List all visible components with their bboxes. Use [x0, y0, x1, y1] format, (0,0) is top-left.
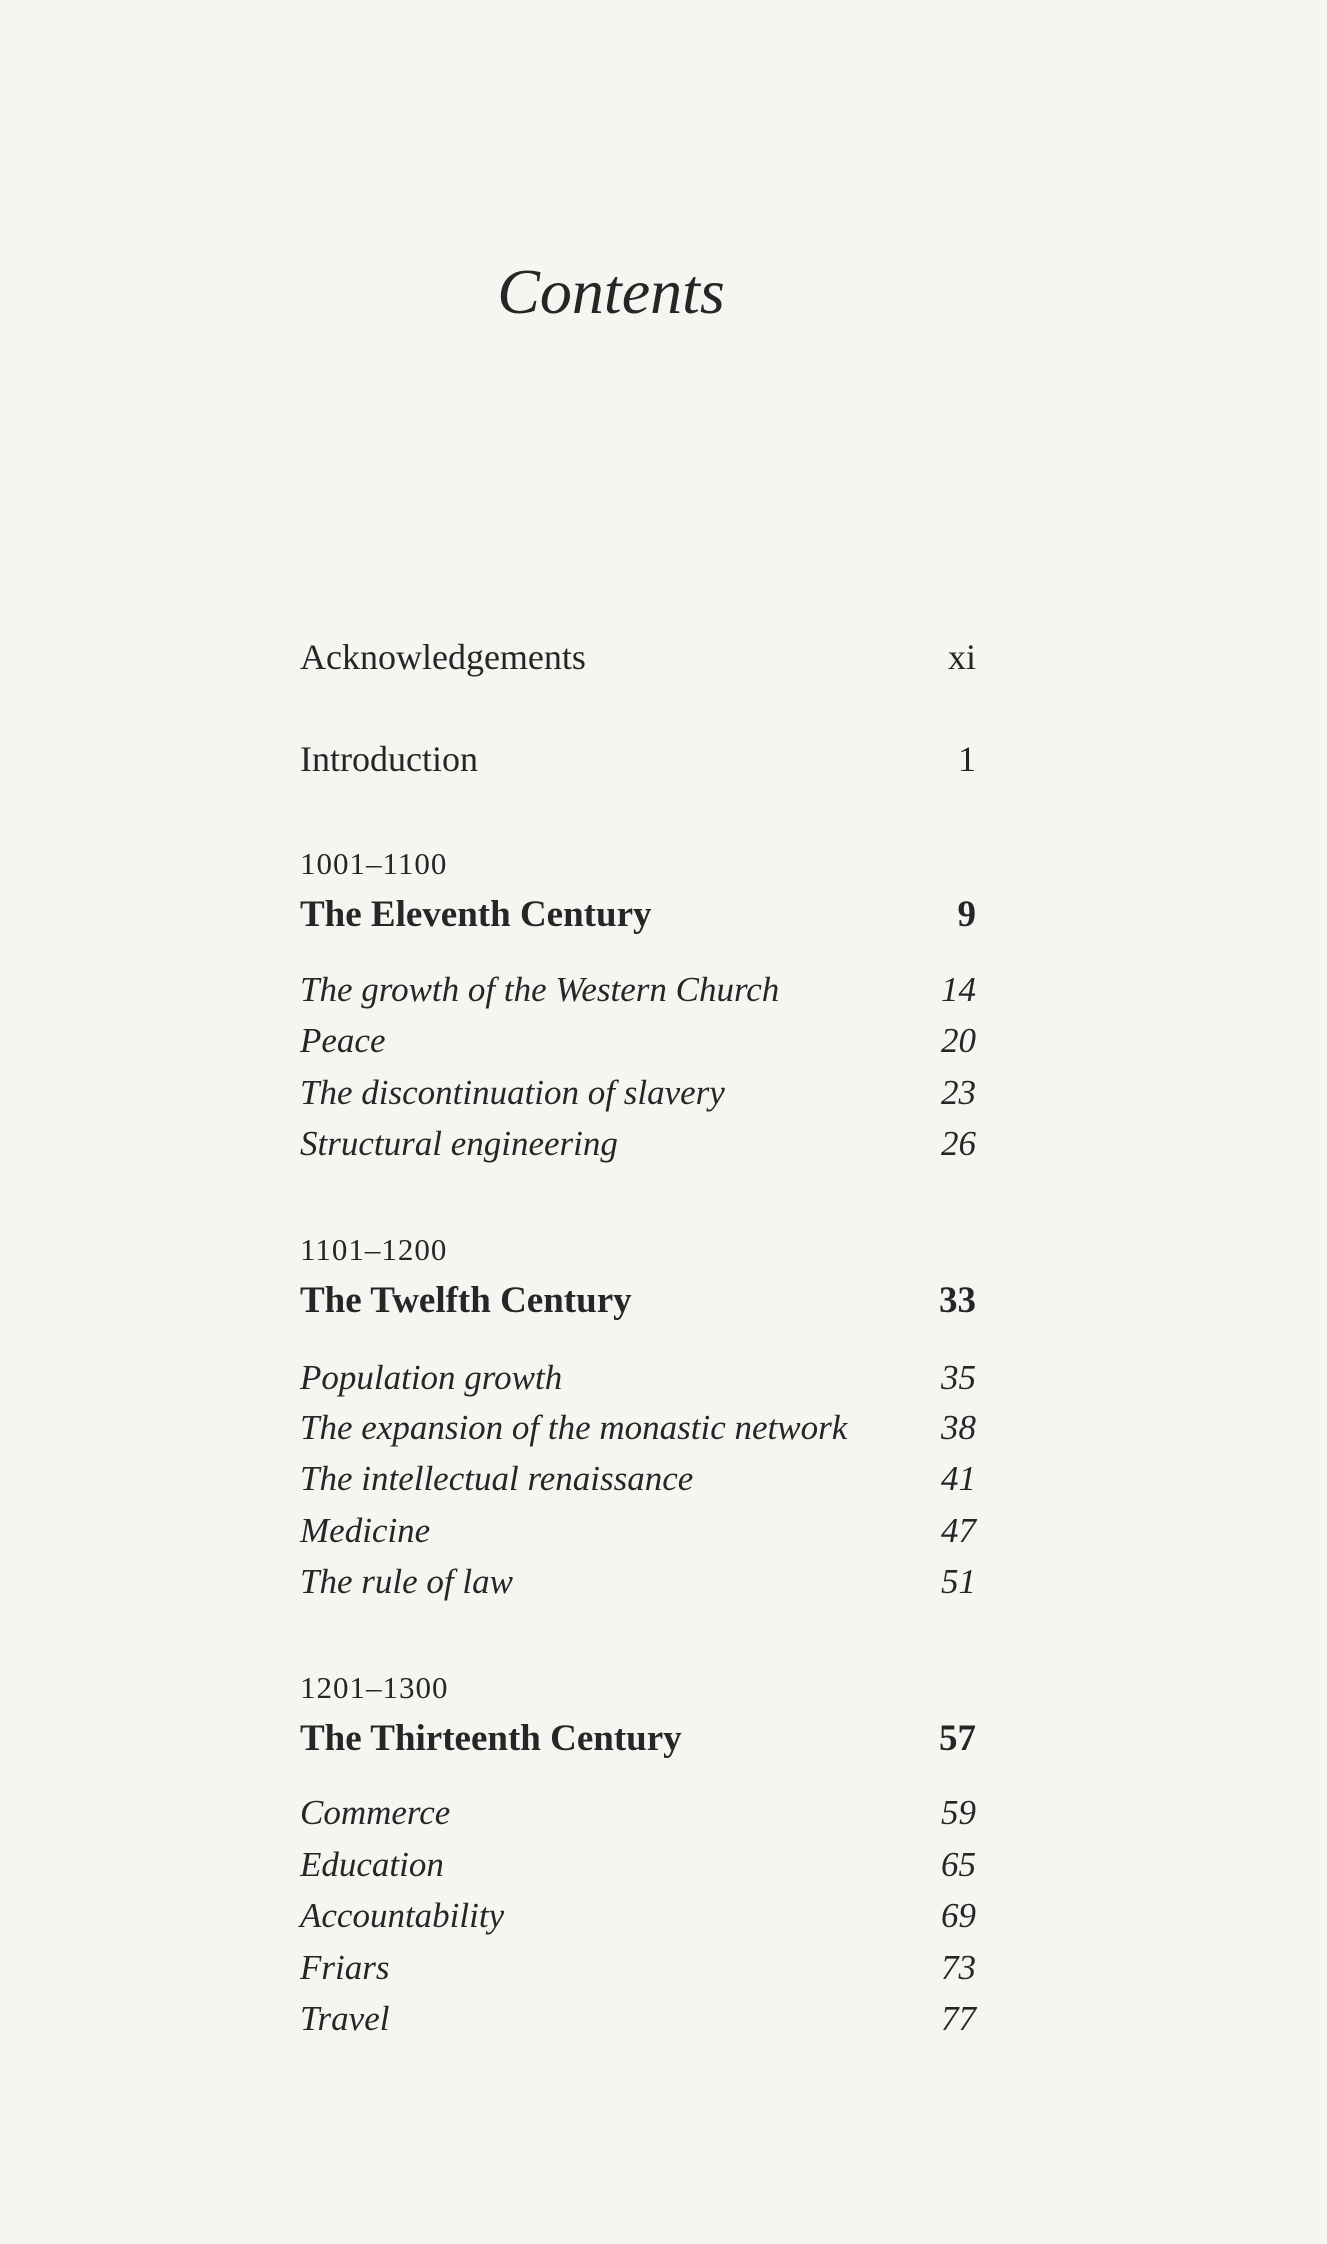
chapter-page: 9: [957, 894, 976, 935]
item-label: Structural engineering: [300, 1124, 618, 1163]
item-label: The discontinuation of slavery: [300, 1073, 725, 1112]
toc-item[interactable]: [300, 1073, 976, 1123]
toc-item[interactable]: [300, 1793, 976, 1843]
item-page: 14: [941, 970, 976, 1009]
item-page: 20: [941, 1021, 976, 1060]
item-page: 23: [941, 1073, 976, 1112]
chapter-title: The Twelfth Century: [300, 1280, 632, 1321]
item-label: Population growth: [300, 1358, 563, 1397]
toc-item[interactable]: [300, 1896, 976, 1946]
item-label: Peace: [300, 1021, 386, 1060]
item-page: 26: [941, 1124, 976, 1163]
item-page: 65: [941, 1845, 976, 1884]
chapter-range: [300, 1232, 976, 1282]
range-label: 1001–1100: [300, 846, 448, 881]
toc-chapter-eleventh-century[interactable]: [300, 893, 976, 943]
item-label: Accountability: [300, 1896, 505, 1935]
item-page: 77: [941, 1999, 976, 2038]
item-page: 47: [941, 1511, 976, 1550]
item-label: Friars: [300, 1948, 390, 1987]
entry-page: 1: [958, 739, 976, 779]
item-label: The expansion of the monastic network: [300, 1408, 848, 1447]
chapter-range: [300, 846, 976, 896]
toc-item[interactable]: [300, 1845, 976, 1895]
toc-item[interactable]: [300, 1358, 976, 1408]
item-label: Travel: [300, 1999, 390, 2038]
item-page: 38: [941, 1408, 976, 1447]
toc-item[interactable]: [300, 1021, 976, 1071]
toc-entry-acknowledgements[interactable]: [300, 636, 976, 686]
toc-item[interactable]: [300, 970, 976, 1020]
item-page: 69: [941, 1896, 976, 1935]
item-label: The growth of the Western Church: [300, 970, 780, 1009]
item-label: Commerce: [300, 1793, 451, 1832]
item-page: 51: [941, 1562, 976, 1601]
page-title: Contents: [497, 256, 725, 327]
chapter-title: The Eleventh Century: [300, 894, 652, 935]
toc-chapter-thirteenth-century[interactable]: [300, 1717, 976, 1767]
toc-item[interactable]: [300, 1999, 976, 2049]
toc-item[interactable]: [300, 1459, 976, 1509]
item-label: The rule of law: [300, 1562, 513, 1601]
range-label: 1101–1200: [300, 1232, 448, 1267]
toc-item[interactable]: [300, 1562, 976, 1612]
chapter-page: 57: [939, 1718, 976, 1759]
item-page: 41: [941, 1459, 976, 1498]
chapter-page: 33: [939, 1280, 976, 1321]
toc-item[interactable]: [300, 1511, 976, 1561]
item-label: Medicine: [300, 1511, 431, 1550]
item-label: Education: [300, 1845, 444, 1884]
toc-chapter-twelfth-century[interactable]: [300, 1279, 976, 1329]
item-page: 35: [941, 1358, 976, 1397]
item-label: The intellectual renaissance: [300, 1459, 694, 1498]
item-page: 59: [941, 1793, 976, 1832]
entry-label: Acknowledgements: [300, 637, 586, 677]
toc-item[interactable]: [300, 1948, 976, 1998]
item-page: 73: [941, 1948, 976, 1987]
entry-page: xi: [947, 637, 976, 677]
chapter-range: [300, 1670, 976, 1720]
toc-entry-introduction[interactable]: [300, 738, 976, 788]
range-label: 1201–1300: [300, 1670, 449, 1705]
toc-item[interactable]: [300, 1124, 976, 1174]
entry-label: Introduction: [300, 739, 478, 779]
chapter-title: The Thirteenth Century: [300, 1718, 682, 1759]
toc-item[interactable]: [300, 1408, 976, 1458]
